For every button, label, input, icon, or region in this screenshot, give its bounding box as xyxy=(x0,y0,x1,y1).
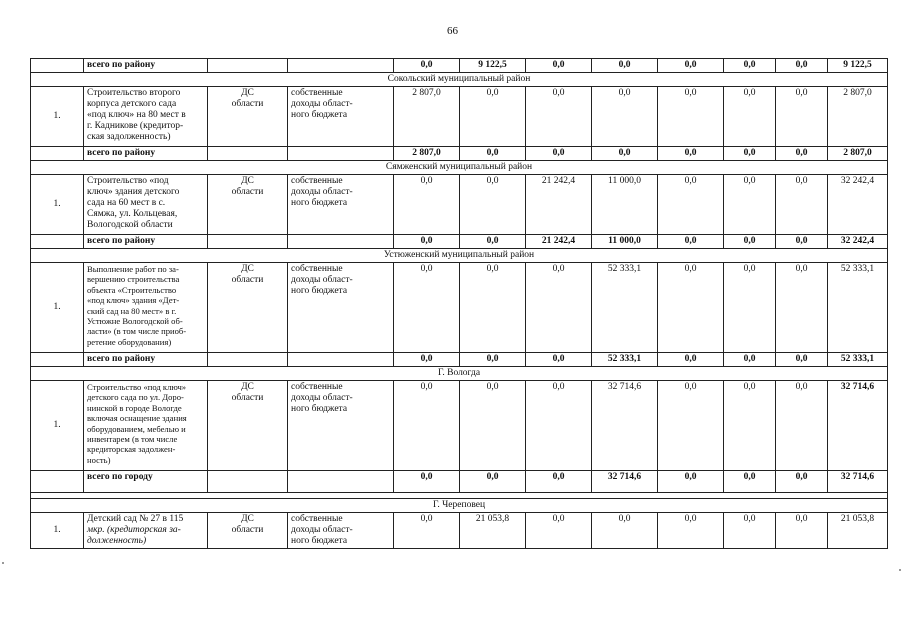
project-row xyxy=(31,175,888,235)
value-cell: 52 333,1 xyxy=(592,263,658,353)
source-cell: ДС области xyxy=(208,513,288,549)
value-cell: 0,0 xyxy=(776,59,828,73)
value-cell: 52 333,1 xyxy=(828,263,888,353)
value-cell: 0,0 xyxy=(776,471,828,493)
value-cell: 32 714,6 xyxy=(828,471,888,493)
district-total-row xyxy=(31,147,888,161)
value-cell: 0,0 xyxy=(776,513,828,549)
value-cell: 0,0 xyxy=(724,513,776,549)
value-cell: 0,0 xyxy=(776,353,828,367)
project-description: Выполнение работ по за- вершению строительства объекта «Строительство «под ключ» здания «Дет- ский сад на 80 мест» в г. Устюжне Вологодской об- ласти» (в том числе приоб- ретение оборудования) xyxy=(84,263,208,353)
value-cell: 0,0 xyxy=(460,235,526,249)
value-cell: 0,0 xyxy=(460,381,526,471)
value-cell: 0,0 xyxy=(724,235,776,249)
section-header-row xyxy=(31,73,888,87)
funding-cell: собственные доходы област- ного бюджета xyxy=(288,175,394,235)
city-total-row xyxy=(31,471,888,493)
project-description: Детский сад № 27 в 115 мкр. (кредиторская за- долженность) xyxy=(84,513,208,549)
value-cell: 0,0 xyxy=(724,59,776,73)
value-cell: 0,0 xyxy=(526,263,592,353)
value-cell: 0,0 xyxy=(592,147,658,161)
value-cell: 0,0 xyxy=(526,381,592,471)
section-header-row xyxy=(31,499,888,513)
value-cell: 0,0 xyxy=(460,263,526,353)
row-number: 1. xyxy=(31,175,84,235)
section-title: Сямженский муниципальный район xyxy=(31,161,888,175)
section-title: Г. Вологда xyxy=(31,367,888,381)
value-cell: 0,0 xyxy=(394,471,460,493)
value-cell: 0,0 xyxy=(460,87,526,147)
district-total-row xyxy=(31,353,888,367)
row-number: 1. xyxy=(31,263,84,353)
value-cell: 52 333,1 xyxy=(592,353,658,367)
value-cell: 0,0 xyxy=(724,87,776,147)
section-header-row xyxy=(31,367,888,381)
value-cell: 0,0 xyxy=(658,59,724,73)
value-cell: 21 242,4 xyxy=(526,175,592,235)
section-header-row xyxy=(31,161,888,175)
value-cell: 9 122,5 xyxy=(460,59,526,73)
value-cell: 0,0 xyxy=(526,513,592,549)
value-cell: 0,0 xyxy=(394,59,460,73)
total-label: всего по району xyxy=(84,353,208,367)
value-cell: 0,0 xyxy=(724,471,776,493)
district-total-row xyxy=(31,59,888,73)
value-cell: 21 053,8 xyxy=(828,513,888,549)
value-cell: 0,0 xyxy=(526,353,592,367)
value-cell: 0,0 xyxy=(658,353,724,367)
scan-speck xyxy=(2,562,4,564)
row-number: 1. xyxy=(31,381,84,471)
value-cell: 0,0 xyxy=(658,87,724,147)
total-label: всего по району xyxy=(84,147,208,161)
value-cell: 0,0 xyxy=(658,175,724,235)
value-cell: 0,0 xyxy=(658,513,724,549)
section-header-row xyxy=(31,249,888,263)
value-cell: 2 807,0 xyxy=(828,147,888,161)
funding-cell: собственные доходы област- ного бюджета xyxy=(288,513,394,549)
value-cell: 0,0 xyxy=(724,263,776,353)
value-cell: 0,0 xyxy=(776,381,828,471)
value-cell: 0,0 xyxy=(658,381,724,471)
page-number: 66 xyxy=(447,25,458,37)
source-cell: ДС области xyxy=(208,263,288,353)
funding-cell: собственные доходы област- ного бюджета xyxy=(288,381,394,471)
value-cell: 21 242,4 xyxy=(526,235,592,249)
project-description: Строительство «под ключ» здания детского сада на 60 мест в с. Сямжа, ул. Кольцевая, Вологодской области xyxy=(84,175,208,235)
section-title: Г. Череповец xyxy=(31,499,888,513)
value-cell: 0,0 xyxy=(394,381,460,471)
value-cell: 0,0 xyxy=(526,87,592,147)
district-total-row xyxy=(31,235,888,249)
value-cell: 0,0 xyxy=(460,353,526,367)
total-label: всего по району xyxy=(84,59,208,73)
project-row xyxy=(31,87,888,147)
value-cell: 0,0 xyxy=(526,59,592,73)
value-cell: 32 714,6 xyxy=(828,381,888,471)
value-cell: 2 807,0 xyxy=(828,87,888,147)
value-cell: 0,0 xyxy=(592,59,658,73)
value-cell: 0,0 xyxy=(394,175,460,235)
value-cell: 32 242,4 xyxy=(828,235,888,249)
value-cell: 0,0 xyxy=(460,471,526,493)
value-cell: 0,0 xyxy=(658,235,724,249)
value-cell: 2 807,0 xyxy=(394,147,460,161)
value-cell: 0,0 xyxy=(592,87,658,147)
value-cell: 2 807,0 xyxy=(394,87,460,147)
value-cell: 32 242,4 xyxy=(828,175,888,235)
value-cell: 0,0 xyxy=(394,513,460,549)
value-cell: 0,0 xyxy=(658,147,724,161)
source-cell: ДС области xyxy=(208,87,288,147)
value-cell: 0,0 xyxy=(526,147,592,161)
value-cell: 11 000,0 xyxy=(592,235,658,249)
value-cell: 0,0 xyxy=(776,175,828,235)
value-cell: 0,0 xyxy=(394,263,460,353)
value-cell: 0,0 xyxy=(394,353,460,367)
project-description: Строительство второго корпуса детского сада «под ключ» на 80 мест в г. Кадникове (кредитор- ская задолженность) xyxy=(84,87,208,147)
budget-table xyxy=(30,58,888,549)
value-cell: 0,0 xyxy=(526,471,592,493)
project-row xyxy=(31,513,888,549)
total-label: всего по району xyxy=(84,235,208,249)
section-title: Сокольский муниципальный район xyxy=(31,73,888,87)
value-cell: 32 714,6 xyxy=(592,381,658,471)
project-row xyxy=(31,263,888,353)
value-cell: 0,0 xyxy=(460,147,526,161)
value-cell: 0,0 xyxy=(724,381,776,471)
value-cell: 0,0 xyxy=(776,147,828,161)
source-cell: ДС области xyxy=(208,381,288,471)
value-cell: 0,0 xyxy=(658,263,724,353)
source-cell: ДС области xyxy=(208,175,288,235)
value-cell: 0,0 xyxy=(776,235,828,249)
value-cell: 32 714,6 xyxy=(592,471,658,493)
project-description: Строительство «под ключ» детского сада по ул. Доро- нинской в городе Вологде включая оснащение здания оборудованием, мебелью и инвентарем (в том числе кредиторская задолжен- ность) xyxy=(84,381,208,471)
section-title: Устюженский муниципальный район xyxy=(31,249,888,263)
value-cell: 0,0 xyxy=(724,175,776,235)
funding-cell: собственные доходы област- ного бюджета xyxy=(288,263,394,353)
value-cell: 0,0 xyxy=(724,147,776,161)
value-cell: 9 122,5 xyxy=(828,59,888,73)
value-cell: 11 000,0 xyxy=(592,175,658,235)
row-number: 1. xyxy=(31,513,84,549)
total-label: всего по городу xyxy=(84,471,208,493)
value-cell: 0,0 xyxy=(592,513,658,549)
row-number: 1. xyxy=(31,87,84,147)
scan-speck xyxy=(899,569,901,571)
value-cell: 0,0 xyxy=(394,235,460,249)
value-cell: 0,0 xyxy=(658,471,724,493)
value-cell: 0,0 xyxy=(724,353,776,367)
project-row xyxy=(31,381,888,471)
value-cell: 21 053,8 xyxy=(460,513,526,549)
value-cell: 52 333,1 xyxy=(828,353,888,367)
funding-cell: собственные доходы област- ного бюджета xyxy=(288,87,394,147)
value-cell: 0,0 xyxy=(460,175,526,235)
value-cell: 0,0 xyxy=(776,263,828,353)
value-cell: 0,0 xyxy=(776,87,828,147)
